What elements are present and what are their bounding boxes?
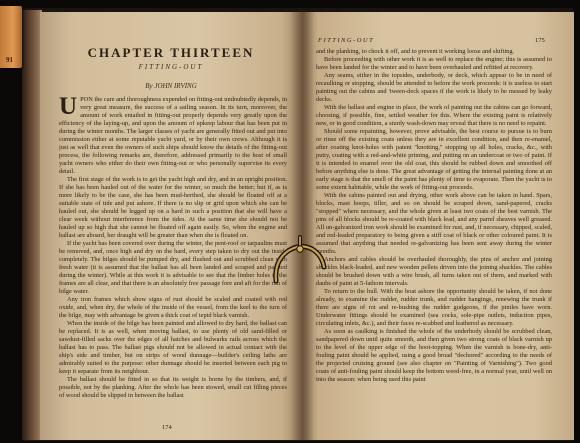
chapter-subtitle: FITTING-OUT — [138, 63, 204, 71]
drop-cap: U — [59, 96, 78, 120]
paragraph: When the inside of the bilge has been painted and allowed to dry hard, the ballast can be replaced. It is as well, when moving ballast, to use plenty of old sand-filled or sawdust-filled sacks over the edges of all hatches and bulwarks rails across which the ballast has to pass. The ballast pigs should not be allowed in actual contact with the ship's side and timber, but on strips of wood dunnage—builder's ceiling laths are admirably suited to the purpose: other dunnage should be inserted between each pig to keep it separate from its neighbour. — [59, 320, 287, 375]
page-number-left: 174 — [162, 424, 172, 431]
paragraph: As soon as caulking is finished the whole of the underbody should be scrubbed clean, sandpapered down until quite smooth, and then given two strong coats of black varnish up to the level of the upper edge of the boot-topping. When the varnish is bone-dry, anti-fouling paint should be applied, using a good broad "dechored" according to the needs of the projected cruising ground (see also chapter on "Painting of Varnishing"). Two good coats of anti-fouling paint should keep the bottom weed-free, in a normal year, until well on into the season: when being used this paint — [316, 328, 552, 383]
paragraph: and the planking, to chock it off, and to prevent it working loose and shifting. — [316, 48, 515, 55]
page-edges — [22, 10, 42, 440]
paragraph: Anchors and cables should be overhauled thoroughly, the pins of anchor and joining shackles black-leaded, and new wooden pellets driven into the joining shackles. The cables should be brushed down with a wire brush, all turns taken out of them, and marked with daubs of paint at 5-fathom intervals. — [316, 256, 552, 287]
right-page-body — [316, 48, 552, 422]
paragraph: Any seams, either in the topsides, underbody, or deck, which appear to be in need of recaulking or stopping, should be attended to before the work proceeds: it is useless to start painting out the cabins and 'tween-deck spaces if the work is likely to be messed by leaky decks. — [316, 72, 552, 103]
chapter-author: By JOHN IRVING — [145, 82, 197, 90]
paragraph: With the ballast and engine in place, the work of painting out the cabins can go forward, choosing, if possible, fine, settled weather for this. Where the existing paint is relatively new, or in good condition, a sturdy wash-down may reveal that there is no need to repaint. — [316, 104, 552, 127]
paragraph: Any iron frames which show signs of rust should be scaled and coated with red oxide, and, when dry, the whole of the inside of the vessel, from the keel to the turn of the bilge, may with advantage be given a thick coat of tepid black varnish. — [59, 296, 287, 319]
paragraph: The ballast should be fitted in so that its weight is borne by the timbers, and, if possible, not by the planking. After the whole has been stowed, small cut filling pieces of wood should be slipped in between the ballast — [59, 376, 287, 399]
paragraph — [59, 96, 287, 176]
left-page-body — [59, 96, 287, 422]
bookmark-tab — [0, 6, 22, 68]
book-gutter — [290, 12, 314, 440]
left-page — [40, 12, 302, 440]
brass-page-holder-icon — [270, 233, 330, 285]
chapter-title: CHAPTER THIRTEEN — [87, 45, 255, 60]
paragraph: Should some repainting, however, prove advisable, the best course to pursue is to burn or rinse off the existing coats unless they are in excellent condition, and then re-enamel, after coating knot-holes with patent "knotting," stopping up all holes, cracks, &c., with putty, coating with a red-and-white priming, and putting on an undercoat or two of paint. If it is intended to enamel over the old coat, this should be rubbed down and smoothed off before anything else is done. The great advantage of getting the internal painting done at an early stage is that the smell of the paint has plenty of time to evaporate. Then the yacht is to some extent habitable, while the work of fitting-out proceeds. — [316, 128, 552, 191]
paragraph: With the cabins painted out and drying, other work above can be taken in hand. Spars, blocks, mast hoops, tiller, and so on should be scraped down, sand-papered, cracks "stopped" where necessary, and the whole given at least two coats of the best varnish. The pins of all blocks should be re-coated with black lead, and any parrel sheaves well greased. All un-galvanized iron work should be examined for rust, and, if necessary, chipped, scaled, and red-leaded preparatory to being given a stiff coat of black or other coloured paint. It is assumed that anything that needed re-galvanizing has been sent away during the winter months. — [316, 192, 552, 255]
paragraph: If the yacht has been covered over during the winter, the pent-roof or tarpaulins must be removed, and, once high and dry on the hard, every step taken to dry out the inside completely. The bilges should be pumped dry, and flushed out and scrubbed clean with fresh water (it is assumed that the ballast has all been landed and scraped and painted during the winter). While at this work it is advisable to see that the limber holes in the frames are all clear, and that there is an absolutely free passage fore and aft for the run of bilge water. — [59, 240, 287, 295]
paragraph: Before proceeding with other work it is as well to replace the engine; this is assumed to have been landed for the winter and to have been overhauled and refitted at recovery. — [316, 56, 552, 71]
bookmark-label: 91 — [6, 56, 13, 64]
paragraph: To return to the hull. With the boat ashore the opportunity should be taken, if not done already, to examine the rudder, rudder trunk, and rudder hangings, renewing the trunk if there are signs of rot and re-bushing the rudder gudgeons, if the pintles have worn. Underwater fittings should be examined (sea cocks, sole-pipe outlets, induction pipes, circulating inlets, &c.), and their faces re-scabbed and leathered as necessary. — [316, 288, 552, 327]
paragraph-text: PON the care and thoroughness expended on fitting-out undoubtedly depends, in very great measure, the success of a sailing season. In its turn, moreover, the amount of work entailed in fitting-out properly depends very greatly upon the efficiency of the laying-up, and upon the amount of upkeep labour that has been put in during the winter months. The larger classes of yacht are generally fitted out and put into commission either at some reputable yacht yard, or by their own crews. Although it is just as well that even the owners of such ships should know the details of the fitting-out process, the following remarks are, therefore, addressed primarily to the host of small yacht owners who either do their own fitting-out or who personally supervise its every detail. — [59, 96, 287, 175]
paragraph: The first stage of the work is to get the yacht high and dry, and in an upright position. If she has been hauled out of the water for the winter, so much the better; but if, as is more likely to be the case, she has been mud-berthed, she should be floated off at a suitable state of tide and put ashore. If there is no slip or grid upon which she can be hauled out, she should be legged up on a hard in such a position that she will have a clear week without interference from the tides. At the same time she should not be hauled up so high that she cannot be floated off again easily. So, when the engine and ballast are aboard, her draught will be greater than when she is floated on. — [59, 176, 287, 239]
right-page — [302, 12, 574, 440]
page-number-right: 175 — [535, 37, 545, 44]
running-head: FITTING-OUT — [318, 37, 375, 44]
